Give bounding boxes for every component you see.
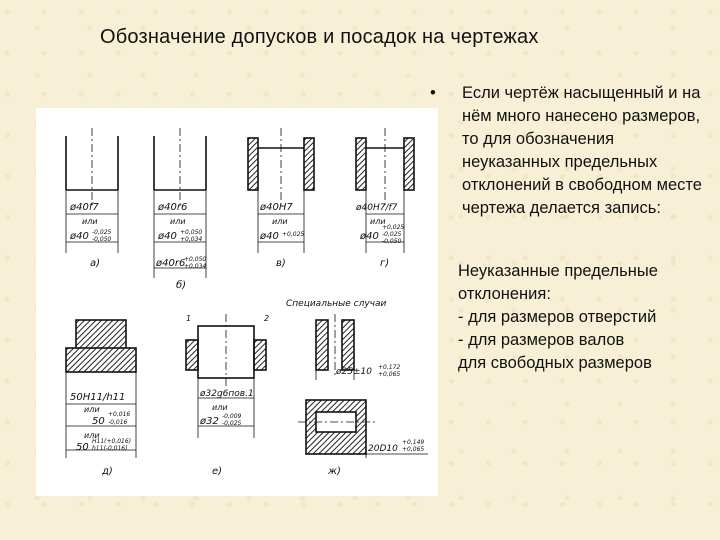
panel-e-ili: или	[212, 403, 228, 412]
special-cases-label: Специальные случаи	[286, 299, 387, 309]
panel-d-letter: д)	[102, 466, 113, 477]
technical-drawing	[36, 108, 438, 496]
panel-e-part2: 2	[264, 314, 270, 323]
notes-line-free: для свободных размеров	[458, 354, 652, 372]
panel-d-dim3-lower: h11(-0,016)	[92, 445, 128, 452]
panel-e-tol-lower: -0,025	[222, 420, 242, 427]
panel-b-dim1: ø40r6	[158, 202, 188, 213]
panel-b-dim3-lower: +0,034	[184, 263, 207, 270]
panel-g-tol-upper: +0,025	[382, 224, 405, 231]
panel-d-ili-2: или	[84, 431, 100, 440]
bullet-item	[426, 82, 711, 220]
panel-d-dim3-upper: H11(+0,016)	[92, 438, 132, 445]
panel-g-tol-lower: -0,025	[382, 231, 402, 238]
panel-a-tol-upper: -0,025	[92, 229, 112, 236]
panel-e-tol-upper: -0,009	[222, 413, 242, 420]
panel-zh-dim2-lower: +0,065	[402, 446, 425, 453]
panel-e-dim2: ø32	[200, 416, 219, 427]
slide-title: Обозначение допусков и посадок на чертежах	[100, 26, 539, 48]
panel-e-part1: 1	[186, 314, 192, 323]
panel-b-ili: или	[170, 217, 186, 226]
panel-b-dim2: ø40	[158, 231, 177, 242]
panel-v-dim2: ø40	[260, 231, 279, 242]
panel-zh-dim2-upper: +0,149	[402, 439, 425, 446]
panel-g-dim2: ø40	[360, 231, 379, 242]
panel-d-dim1: 50H11/h11	[70, 392, 126, 403]
notes-line-shafts: - для размеров валов	[458, 331, 625, 349]
panel-b-tol-lower: +0,034	[180, 236, 203, 243]
panel-v-tol-upper: +0,025	[282, 231, 305, 238]
panel-zh-tol-lower: +0,065	[378, 371, 401, 378]
panel-d-tol-lower: -0,016	[108, 419, 128, 426]
panel-d-dim2: 50	[92, 416, 105, 427]
panel-a-ili: или	[82, 217, 98, 226]
notes-line-holes: - для размеров отверстий	[458, 308, 657, 326]
panel-v-ili: или	[272, 217, 288, 226]
panel-d-ili: или	[84, 405, 100, 414]
panel-a-tol-lower: -0,050	[92, 236, 112, 243]
panel-zh-dim1: ø25±10	[336, 367, 372, 377]
panel-e-dim1: ø32g6пов.1	[200, 389, 254, 399]
panel-g-letter: г)	[380, 258, 390, 269]
notes-heading: Неуказанные предельные отклонения:	[458, 262, 658, 303]
panel-zh-tol-upper: +0,172	[378, 364, 401, 371]
panel-v-dim1: ø40H7	[260, 202, 293, 213]
panel-zh-special	[298, 314, 428, 458]
panel-b-tol-upper: +0,050	[180, 229, 203, 236]
panel-zh-dim2: 20D10	[368, 444, 398, 454]
notes-block	[426, 260, 711, 375]
text-block	[426, 82, 711, 375]
panel-v-letter: в)	[276, 258, 286, 269]
panel-g-tol-lower2: -0,050	[382, 238, 402, 245]
panel-g-ili: или	[370, 217, 386, 226]
panel-d-tol-upper: +0,016	[108, 411, 131, 418]
panel-a-dim2: ø40	[70, 231, 89, 242]
panel-b-dim3: ø40r6	[156, 258, 186, 269]
panel-b-letter: б)	[176, 280, 187, 291]
drawing-svg	[36, 108, 438, 496]
panel-a-dim1: ø40f7	[70, 202, 99, 213]
bullet-marker: •	[430, 84, 436, 102]
panel-b-dim3-upper: +0,050	[184, 256, 207, 263]
panel-d-dim3: 50	[76, 442, 89, 453]
panel-zh-letter: ж)	[328, 466, 341, 477]
panel-g-dim1: ø40H7/f7	[356, 203, 398, 213]
panel-a-letter: а)	[90, 258, 101, 269]
bullet-text: Если чертёж насыщенный и на нём много нанесено размеров, то для обозначения неуказанных предельных отклонений в свободном месте чертежа делается запись:	[462, 84, 702, 217]
panel-e-letter: е)	[212, 466, 223, 477]
